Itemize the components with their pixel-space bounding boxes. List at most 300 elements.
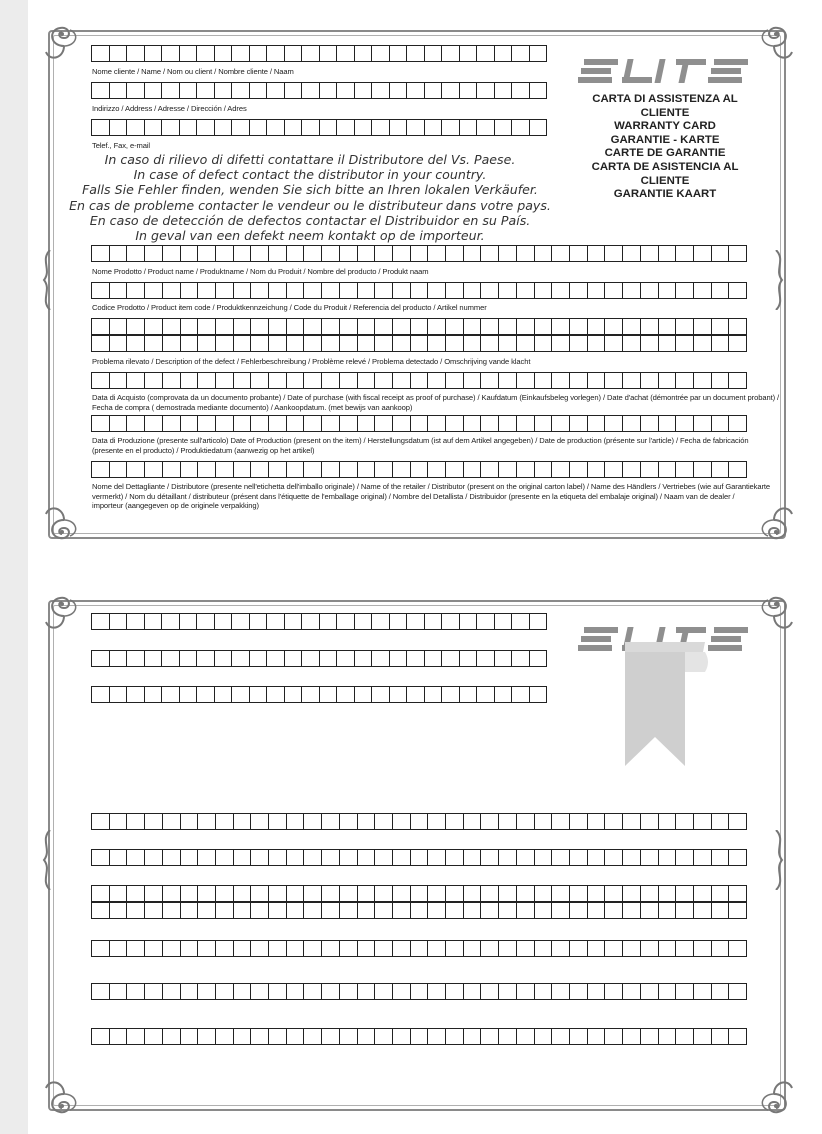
input-box-cell[interactable] — [269, 283, 287, 298]
input-box-cell[interactable] — [269, 462, 287, 477]
input-box-cell[interactable] — [251, 462, 269, 477]
input-box-cell[interactable] — [428, 319, 446, 334]
input-box-cell[interactable] — [234, 246, 252, 261]
input-box-cell[interactable] — [251, 886, 269, 901]
input-box-cell[interactable] — [499, 462, 517, 477]
input-box-cell[interactable] — [729, 336, 746, 351]
input-box-cell[interactable] — [552, 984, 570, 999]
input-box-cell[interactable] — [251, 373, 269, 388]
input-box-cell[interactable] — [411, 373, 429, 388]
input-box-cell[interactable] — [198, 462, 216, 477]
input-box-cell[interactable] — [605, 941, 623, 956]
input-box-cell[interactable] — [588, 373, 606, 388]
input-box-cell[interactable] — [605, 373, 623, 388]
input-box-cell[interactable] — [358, 246, 376, 261]
input-box-cell[interactable] — [145, 941, 163, 956]
input-box-cell[interactable] — [269, 246, 287, 261]
input-box-cell[interactable] — [570, 319, 588, 334]
input-box-cell[interactable] — [588, 336, 606, 351]
input-box-cell[interactable] — [552, 850, 570, 865]
input-box-cell[interactable] — [198, 886, 216, 901]
input-box-cell[interactable] — [180, 120, 198, 135]
input-box-cell[interactable] — [694, 246, 712, 261]
input-box-cell[interactable] — [181, 319, 199, 334]
input-box-cell[interactable] — [127, 814, 145, 829]
input-box-cell[interactable] — [442, 83, 460, 98]
input-box-cell[interactable] — [216, 283, 234, 298]
input-box-cell[interactable] — [216, 886, 234, 901]
input-box-cell[interactable] — [358, 984, 376, 999]
input-box-cell[interactable] — [162, 651, 180, 666]
input-box-cell[interactable] — [605, 246, 623, 261]
input-box-cell[interactable] — [460, 614, 478, 629]
input-box-cell[interactable] — [464, 814, 482, 829]
input-box-cell[interactable] — [641, 941, 659, 956]
input-box-cell[interactable] — [712, 984, 730, 999]
input-box-cell[interactable] — [181, 283, 199, 298]
input-box-cell[interactable] — [251, 941, 269, 956]
input-box-cell[interactable] — [517, 903, 535, 918]
input-box-cell[interactable] — [499, 903, 517, 918]
input-box-cell[interactable] — [552, 336, 570, 351]
input-box-cell[interactable] — [181, 814, 199, 829]
input-box-cell[interactable] — [198, 336, 216, 351]
input-box-cell[interactable] — [481, 319, 499, 334]
input-box-cell[interactable] — [127, 319, 145, 334]
input-box-cell[interactable] — [464, 416, 482, 431]
input-box-cell[interactable] — [481, 373, 499, 388]
input-box-cell[interactable] — [287, 416, 305, 431]
dealer-boxes[interactable] — [91, 461, 747, 478]
input-box-cell[interactable] — [588, 941, 606, 956]
input-box-cell[interactable] — [216, 941, 234, 956]
input-box-cell[interactable] — [340, 373, 358, 388]
input-box-cell[interactable] — [676, 283, 694, 298]
input-box-cell[interactable] — [659, 850, 677, 865]
input-box-cell[interactable] — [552, 814, 570, 829]
input-box-cell[interactable] — [145, 687, 163, 702]
input-box-cell[interactable] — [641, 1029, 659, 1044]
input-box-cell[interactable] — [287, 984, 305, 999]
input-box-cell[interactable] — [464, 886, 482, 901]
input-box-cell[interactable] — [340, 336, 358, 351]
input-box-cell[interactable] — [269, 319, 287, 334]
input-box-cell[interactable] — [127, 687, 145, 702]
input-box-cell[interactable] — [287, 246, 305, 261]
input-box-cell[interactable] — [304, 373, 322, 388]
input-box-cell[interactable] — [390, 120, 408, 135]
input-box-cell[interactable] — [163, 246, 181, 261]
input-box-cell[interactable] — [729, 416, 746, 431]
input-box-cell[interactable] — [605, 283, 623, 298]
input-box-cell[interactable] — [127, 336, 145, 351]
input-box-cell[interactable] — [198, 941, 216, 956]
input-box-cell[interactable] — [358, 1029, 376, 1044]
input-box-cell[interactable] — [269, 416, 287, 431]
input-box-cell[interactable] — [425, 46, 443, 61]
input-box-cell[interactable] — [499, 886, 517, 901]
input-box-cell[interactable] — [477, 120, 495, 135]
input-box-cell[interactable] — [92, 83, 110, 98]
input-box-cell[interactable] — [605, 336, 623, 351]
input-box-cell[interactable] — [535, 246, 553, 261]
input-box-cell[interactable] — [127, 903, 145, 918]
input-box-cell[interactable] — [216, 984, 234, 999]
input-box-cell[interactable] — [216, 416, 234, 431]
input-box-cell[interactable] — [110, 886, 128, 901]
input-box-cell[interactable] — [92, 614, 110, 629]
input-box-cell[interactable] — [694, 1029, 712, 1044]
input-box-cell[interactable] — [285, 120, 303, 135]
input-box-cell[interactable] — [425, 651, 443, 666]
input-box-cell[interactable] — [393, 246, 411, 261]
input-box-cell[interactable] — [481, 984, 499, 999]
input-box-cell[interactable] — [495, 651, 513, 666]
input-box-cell[interactable] — [372, 651, 390, 666]
input-box-cell[interactable] — [517, 246, 535, 261]
input-box-cell[interactable] — [641, 246, 659, 261]
input-box-cell[interactable] — [302, 614, 320, 629]
back-boxes-row-3[interactable] — [91, 686, 547, 703]
input-box-cell[interactable] — [127, 46, 145, 61]
input-box-cell[interactable] — [477, 46, 495, 61]
input-box-cell[interactable] — [232, 120, 250, 135]
input-box-cell[interactable] — [322, 246, 340, 261]
input-box-cell[interactable] — [481, 336, 499, 351]
input-box-cell[interactable] — [712, 886, 730, 901]
input-box-cell[interactable] — [641, 373, 659, 388]
input-box-cell[interactable] — [499, 814, 517, 829]
input-box-cell[interactable] — [552, 373, 570, 388]
input-box-cell[interactable] — [425, 614, 443, 629]
input-box-cell[interactable] — [269, 850, 287, 865]
input-box-cell[interactable] — [570, 416, 588, 431]
input-box-cell[interactable] — [340, 462, 358, 477]
input-box-cell[interactable] — [355, 687, 373, 702]
input-box-cell[interactable] — [287, 903, 305, 918]
input-box-cell[interactable] — [694, 283, 712, 298]
input-box-cell[interactable] — [127, 83, 145, 98]
input-box-cell[interactable] — [512, 687, 530, 702]
input-box-cell[interactable] — [407, 651, 425, 666]
input-box-cell[interactable] — [337, 83, 355, 98]
input-box-cell[interactable] — [517, 283, 535, 298]
input-box-cell[interactable] — [340, 416, 358, 431]
input-box-cell[interactable] — [712, 1029, 730, 1044]
input-box-cell[interactable] — [232, 651, 250, 666]
input-box-cell[interactable] — [446, 373, 464, 388]
input-box-cell[interactable] — [535, 903, 553, 918]
input-box-cell[interactable] — [92, 373, 110, 388]
input-box-cell[interactable] — [676, 850, 694, 865]
input-box-cell[interactable] — [499, 336, 517, 351]
input-box-cell[interactable] — [375, 984, 393, 999]
input-box-cell[interactable] — [641, 814, 659, 829]
input-box-cell[interactable] — [127, 283, 145, 298]
input-box-cell[interactable] — [251, 903, 269, 918]
input-box-cell[interactable] — [446, 984, 464, 999]
input-box-cell[interactable] — [535, 283, 553, 298]
input-box-cell[interactable] — [198, 373, 216, 388]
input-box-cell[interactable] — [446, 319, 464, 334]
input-box-cell[interactable] — [676, 462, 694, 477]
input-box-cell[interactable] — [322, 373, 340, 388]
input-box-cell[interactable] — [162, 46, 180, 61]
input-box-cell[interactable] — [145, 850, 163, 865]
input-box-cell[interactable] — [163, 814, 181, 829]
input-box-cell[interactable] — [393, 336, 411, 351]
input-box-cell[interactable] — [181, 373, 199, 388]
input-box-cell[interactable] — [269, 903, 287, 918]
input-box-cell[interactable] — [552, 941, 570, 956]
input-box-cell[interactable] — [464, 462, 482, 477]
input-box-cell[interactable] — [285, 46, 303, 61]
input-box-cell[interactable] — [623, 462, 641, 477]
input-box-cell[interactable] — [287, 462, 305, 477]
input-box-cell[interactable] — [287, 283, 305, 298]
input-box-cell[interactable] — [659, 462, 677, 477]
input-box-cell[interactable] — [322, 886, 340, 901]
input-box-cell[interactable] — [181, 886, 199, 901]
input-box-cell[interactable] — [464, 373, 482, 388]
input-box-cell[interactable] — [729, 984, 746, 999]
input-box-cell[interactable] — [623, 319, 641, 334]
input-box-cell[interactable] — [304, 416, 322, 431]
input-box-cell[interactable] — [676, 336, 694, 351]
input-box-cell[interactable] — [110, 246, 128, 261]
input-box-cell[interactable] — [407, 614, 425, 629]
input-box-cell[interactable] — [605, 814, 623, 829]
input-box-cell[interactable] — [588, 1029, 606, 1044]
input-box-cell[interactable] — [304, 246, 322, 261]
input-box-cell[interactable] — [477, 83, 495, 98]
input-box-cell[interactable] — [588, 416, 606, 431]
input-box-cell[interactable] — [197, 46, 215, 61]
input-box-cell[interactable] — [322, 416, 340, 431]
input-box-cell[interactable] — [92, 941, 110, 956]
input-box-cell[interactable] — [570, 886, 588, 901]
input-box-cell[interactable] — [694, 416, 712, 431]
input-box-cell[interactable] — [481, 246, 499, 261]
input-box-cell[interactable] — [216, 903, 234, 918]
input-box-cell[interactable] — [250, 614, 268, 629]
input-box-cell[interactable] — [605, 903, 623, 918]
input-box-cell[interactable] — [411, 941, 429, 956]
input-box-cell[interactable] — [267, 614, 285, 629]
input-box-cell[interactable] — [287, 336, 305, 351]
input-box-cell[interactable] — [197, 614, 215, 629]
input-box-cell[interactable] — [234, 283, 252, 298]
input-box-cell[interactable] — [588, 283, 606, 298]
input-box-cell[interactable] — [234, 984, 252, 999]
input-box-cell[interactable] — [216, 373, 234, 388]
input-box-cell[interactable] — [481, 814, 499, 829]
input-box-cell[interactable] — [127, 651, 145, 666]
input-box-cell[interactable] — [411, 903, 429, 918]
input-box-cell[interactable] — [337, 120, 355, 135]
input-box-cell[interactable] — [322, 984, 340, 999]
input-box-cell[interactable] — [623, 903, 641, 918]
input-box-cell[interactable] — [127, 462, 145, 477]
input-box-cell[interactable] — [287, 886, 305, 901]
input-box-cell[interactable] — [127, 984, 145, 999]
input-box-cell[interactable] — [659, 416, 677, 431]
input-box-cell[interactable] — [304, 941, 322, 956]
input-box-cell[interactable] — [234, 814, 252, 829]
input-box-cell[interactable] — [512, 83, 530, 98]
input-box-cell[interactable] — [320, 651, 338, 666]
input-box-cell[interactable] — [428, 814, 446, 829]
input-box-cell[interactable] — [92, 46, 110, 61]
input-box-cell[interactable] — [216, 462, 234, 477]
input-box-cell[interactable] — [198, 283, 216, 298]
input-box-cell[interactable] — [181, 246, 199, 261]
input-box-cell[interactable] — [302, 651, 320, 666]
input-box-cell[interactable] — [605, 984, 623, 999]
input-box-cell[interactable] — [145, 336, 163, 351]
input-box-cell[interactable] — [340, 1029, 358, 1044]
input-box-cell[interactable] — [197, 83, 215, 98]
input-box-cell[interactable] — [442, 614, 460, 629]
input-box-cell[interactable] — [428, 373, 446, 388]
input-box-cell[interactable] — [92, 246, 110, 261]
input-box-cell[interactable] — [446, 246, 464, 261]
input-box-cell[interactable] — [411, 246, 429, 261]
input-box-cell[interactable] — [322, 941, 340, 956]
input-box-cell[interactable] — [425, 83, 443, 98]
input-box-cell[interactable] — [232, 46, 250, 61]
input-box-cell[interactable] — [320, 83, 338, 98]
input-box-cell[interactable] — [232, 83, 250, 98]
phone-boxes[interactable] — [91, 119, 547, 136]
input-box-cell[interactable] — [337, 687, 355, 702]
input-box-cell[interactable] — [570, 814, 588, 829]
input-box-cell[interactable] — [110, 416, 128, 431]
input-box-cell[interactable] — [251, 283, 269, 298]
input-box-cell[interactable] — [162, 614, 180, 629]
input-box-cell[interactable] — [163, 336, 181, 351]
input-box-cell[interactable] — [442, 120, 460, 135]
input-box-cell[interactable] — [375, 462, 393, 477]
input-box-cell[interactable] — [552, 886, 570, 901]
input-box-cell[interactable] — [269, 336, 287, 351]
input-box-cell[interactable] — [127, 246, 145, 261]
input-box-cell[interactable] — [712, 462, 730, 477]
input-box-cell[interactable] — [198, 416, 216, 431]
input-box-cell[interactable] — [623, 1029, 641, 1044]
input-box-cell[interactable] — [495, 614, 513, 629]
input-box-cell[interactable] — [232, 614, 250, 629]
input-box-cell[interactable] — [322, 814, 340, 829]
input-box-cell[interactable] — [180, 614, 198, 629]
input-box-cell[interactable] — [499, 416, 517, 431]
input-box-cell[interactable] — [251, 336, 269, 351]
back-boxes-row-8[interactable] — [91, 940, 747, 957]
input-box-cell[interactable] — [198, 319, 216, 334]
input-box-cell[interactable] — [358, 373, 376, 388]
input-box-cell[interactable] — [446, 416, 464, 431]
input-box-cell[interactable] — [517, 416, 535, 431]
input-box-cell[interactable] — [372, 120, 390, 135]
input-box-cell[interactable] — [446, 903, 464, 918]
input-box-cell[interactable] — [234, 903, 252, 918]
input-box-cell[interactable] — [375, 903, 393, 918]
input-box-cell[interactable] — [495, 46, 513, 61]
input-box-cell[interactable] — [337, 651, 355, 666]
input-box-cell[interactable] — [269, 814, 287, 829]
input-box-cell[interactable] — [375, 246, 393, 261]
input-box-cell[interactable] — [694, 850, 712, 865]
input-box-cell[interactable] — [694, 336, 712, 351]
input-box-cell[interactable] — [552, 1029, 570, 1044]
input-box-cell[interactable] — [623, 283, 641, 298]
input-box-cell[interactable] — [694, 903, 712, 918]
input-box-cell[interactable] — [464, 850, 482, 865]
input-box-cell[interactable] — [530, 46, 547, 61]
input-box-cell[interactable] — [530, 687, 547, 702]
input-box-cell[interactable] — [512, 614, 530, 629]
input-box-cell[interactable] — [464, 984, 482, 999]
input-box-cell[interactable] — [163, 462, 181, 477]
input-box-cell[interactable] — [712, 336, 730, 351]
input-box-cell[interactable] — [251, 319, 269, 334]
input-box-cell[interactable] — [535, 886, 553, 901]
input-box-cell[interactable] — [234, 336, 252, 351]
input-box-cell[interactable] — [428, 886, 446, 901]
input-box-cell[interactable] — [393, 814, 411, 829]
input-box-cell[interactable] — [92, 283, 110, 298]
input-box-cell[interactable] — [605, 886, 623, 901]
input-box-cell[interactable] — [269, 941, 287, 956]
input-box-cell[interactable] — [512, 651, 530, 666]
input-box-cell[interactable] — [623, 246, 641, 261]
input-box-cell[interactable] — [659, 319, 677, 334]
input-box-cell[interactable] — [411, 319, 429, 334]
input-box-cell[interactable] — [127, 850, 145, 865]
input-box-cell[interactable] — [110, 336, 128, 351]
input-box-cell[interactable] — [92, 886, 110, 901]
input-box-cell[interactable] — [375, 1029, 393, 1044]
input-box-cell[interactable] — [481, 886, 499, 901]
input-box-cell[interactable] — [215, 83, 233, 98]
input-box-cell[interactable] — [92, 984, 110, 999]
input-box-cell[interactable] — [127, 1029, 145, 1044]
input-box-cell[interactable] — [215, 46, 233, 61]
input-box-cell[interactable] — [676, 416, 694, 431]
input-box-cell[interactable] — [676, 886, 694, 901]
input-box-cell[interactable] — [145, 319, 163, 334]
input-box-cell[interactable] — [712, 283, 730, 298]
input-box-cell[interactable] — [623, 984, 641, 999]
input-box-cell[interactable] — [322, 462, 340, 477]
input-box-cell[interactable] — [375, 886, 393, 901]
input-box-cell[interactable] — [163, 1029, 181, 1044]
input-box-cell[interactable] — [390, 687, 408, 702]
input-box-cell[interactable] — [530, 614, 547, 629]
input-box-cell[interactable] — [729, 850, 746, 865]
input-box-cell[interactable] — [92, 814, 110, 829]
input-box-cell[interactable] — [215, 651, 233, 666]
input-box-cell[interactable] — [355, 46, 373, 61]
input-box-cell[interactable] — [641, 886, 659, 901]
input-box-cell[interactable] — [588, 886, 606, 901]
input-box-cell[interactable] — [552, 903, 570, 918]
input-box-cell[interactable] — [198, 903, 216, 918]
input-box-cell[interactable] — [460, 120, 478, 135]
input-box-cell[interactable] — [251, 1029, 269, 1044]
input-box-cell[interactable] — [215, 687, 233, 702]
input-box-cell[interactable] — [198, 984, 216, 999]
